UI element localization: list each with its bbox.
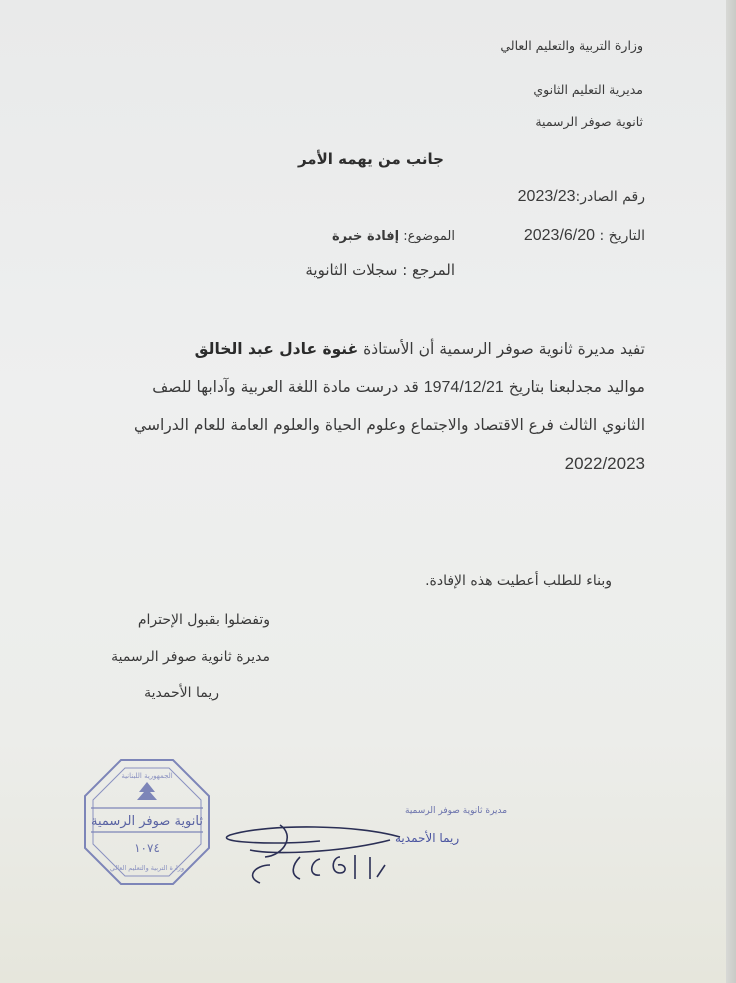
body-text: مواليد مجدلبعنا بتاريخ	[503, 378, 645, 396]
subject-value: إفادة خبرة	[331, 229, 400, 244]
academic-year: 2022/2023	[564, 454, 645, 473]
closing-regards: وتفضلوا بقبول الإحترام	[137, 612, 270, 628]
stamp-bottom-text: وزارة التربية والتعليم العالي	[109, 864, 185, 872]
paper-edge	[726, 0, 736, 983]
cedar-icon	[137, 782, 157, 800]
reference-number-value: 2023/23	[517, 188, 576, 205]
birth-date: 1974/12/21	[423, 379, 504, 396]
subject-label: الموضوع:	[403, 229, 455, 244]
body-line-2	[68, 378, 645, 397]
directorate-header: مديرية التعليم الثانوي	[533, 82, 643, 97]
request-line: وبناء للطلب أعطيت هذه الإفادة.	[425, 573, 612, 589]
stamp-top-text: الجمهورية اللبنانية	[121, 772, 173, 780]
reference-number-label: رقم الصادر:	[575, 189, 645, 205]
teacher-name: غنوة عادل عبد الخالق	[194, 340, 359, 358]
document-title: جانب من يهمه الأمر	[297, 150, 444, 168]
body-line-1	[68, 340, 645, 358]
body-line-3: الثانوي الثالث فرع الاقتصاد والاجتماع وعلوم الحياة والعلوم العامة للعام الدراسي	[134, 416, 645, 434]
stamp-school: ثانوية صوفر الرسمية	[91, 814, 203, 829]
school-header: ثانوية صوفر الرسمية	[535, 114, 643, 129]
closing-name: ريما الأحمدية	[144, 685, 219, 701]
closing-position: مديرة ثانوية صوفر الرسمية	[111, 649, 270, 665]
signature	[210, 795, 508, 890]
reference-number	[518, 188, 645, 206]
school-stamp	[83, 758, 211, 886]
subject	[332, 229, 455, 244]
date-label: التاريخ :	[599, 228, 645, 244]
signature-title: مديرة ثانوية صوفر الرسمية	[405, 806, 508, 816]
stamp-number: ١٠٧٤	[134, 841, 160, 855]
ministry-header: وزارة التربية والتعليم العالي	[500, 38, 643, 53]
body-text: تفيد مديرة ثانوية صوفر الرسمية أن الأستاذة	[358, 340, 645, 358]
body-text: قد درست مادة اللغة العربية وآدابها للصف	[152, 378, 424, 396]
signature-name: ريما الأحمدية	[395, 831, 460, 845]
reference-source: المرجع : سجلات الثانوية	[305, 261, 455, 279]
document-date	[524, 227, 645, 245]
date-value: 2023/6/20	[523, 227, 596, 244]
